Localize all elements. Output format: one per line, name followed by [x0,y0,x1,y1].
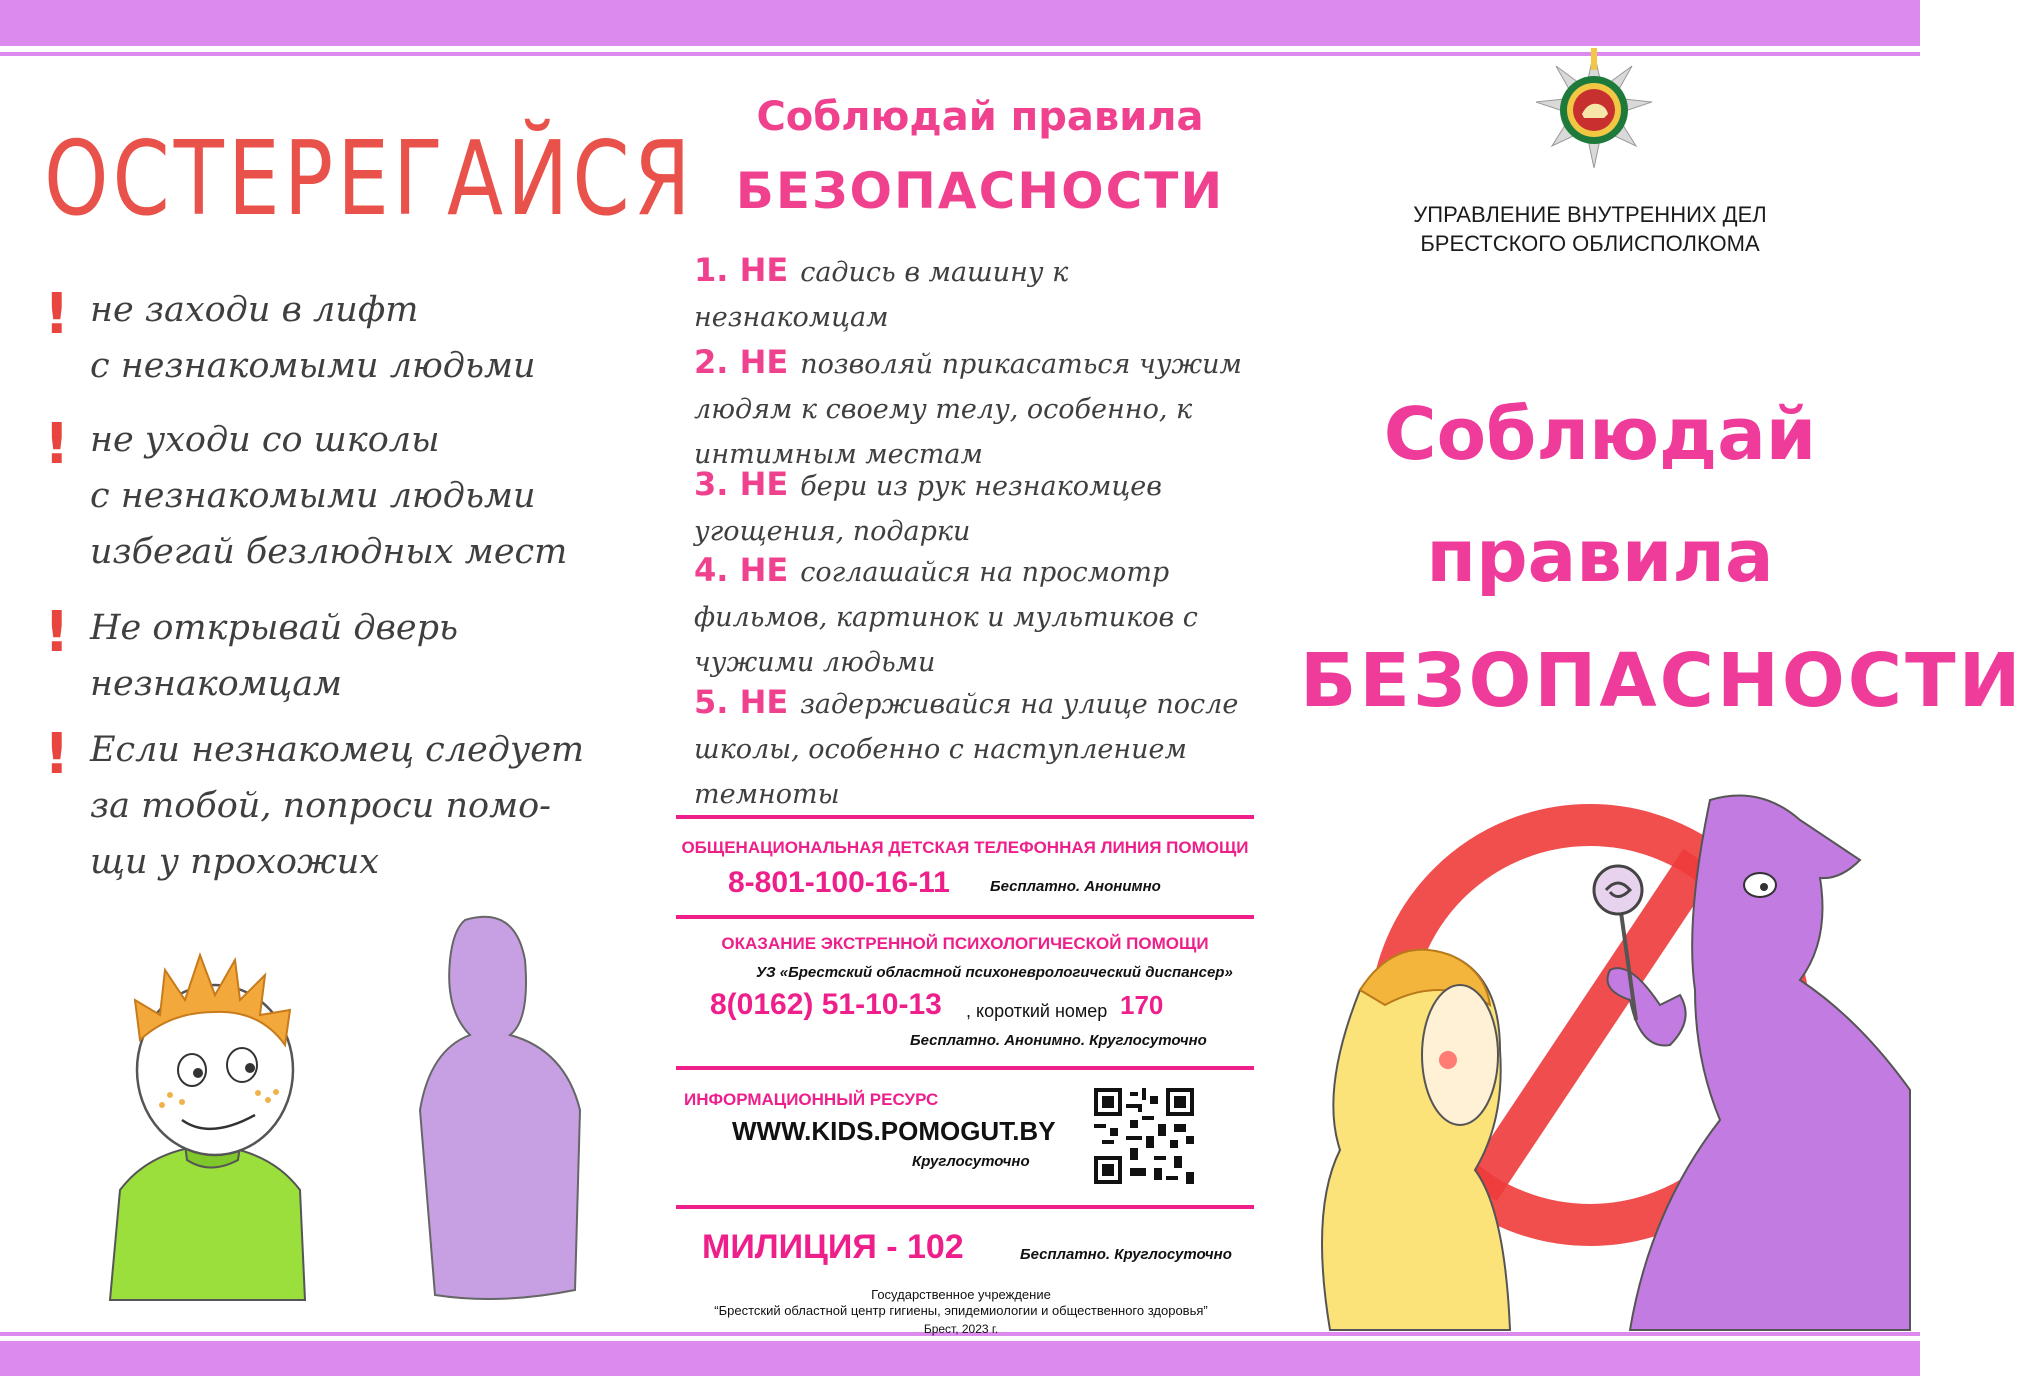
psych-note: Бесплатно. Анонимно. Круглосуточно [910,1032,1207,1049]
resource-note: Круглосуточно [912,1153,1030,1170]
rule-text: Если незнакомец следует за тобой, попроси помо- щи у прохожих [90,730,585,882]
list-item-text: бери из рук незнакомцев угощения, подарки [694,471,1162,547]
boy-illustration [90,930,330,1310]
rule-text: не заходи в лифт с незнакомыми людьми [90,290,536,386]
bottom-band [0,1341,1920,1376]
exclamation-icon: ! [44,722,70,787]
top-band [0,0,1920,46]
organization-line1: УПРАВЛЕНИЕ ВНУТРЕННИХ ДЕЛ [1413,202,1767,227]
prohibition-sign-illustration [1300,790,1920,1330]
list-item [694,548,1254,685]
list-item-text: задерживайся на улице после школы, особенно с наступлением темноты [694,689,1239,810]
list-item [694,680,1254,817]
middle-title-line2: БЕЗОПАСНОСТИ [735,162,1225,220]
rule-item [44,282,664,394]
rule-item [44,600,664,712]
list-item [694,248,1254,340]
resource-heading: ИНФОРМАЦИОННЫЙ РЕСУРС [684,1090,939,1109]
list-item-number: 1. НЕ [694,251,789,289]
hotline-heading: ОБЩЕНАЦИОНАЛЬНАЯ ДЕТСКАЯ ТЕЛЕФОННАЯ ЛИНИЯ ПОМОЩИ [681,838,1249,857]
warning-title: ОСТЕРЕГАЙСЯ [44,120,695,239]
divider [676,815,1254,819]
psych-org: УЗ «Брестский областной психоневрологический диспансер» [756,964,1233,981]
list-item-text: садись в машину к незнакомцам [694,257,1069,333]
list-item-text: позволяй прикасаться чужим людям к своему телу, особенно, к интимным местам [694,349,1242,470]
organization-name [1380,200,1800,258]
list-item-number: 5. НЕ [694,683,789,721]
rule-item [44,722,664,890]
right-title-line2: правила [1426,514,1774,598]
resource-url: WWW.KIDS.POMOGUT.BY [732,1116,1056,1146]
right-title-line1: Соблюдай [1383,392,1817,476]
police-emblem-logo [1532,48,1656,172]
list-item-number: 3. НЕ [694,465,789,503]
rule-item [44,412,664,580]
divider [676,1205,1254,1209]
exclamation-icon: ! [44,600,70,665]
police-note: Бесплатно. Круглосуточно [1020,1246,1232,1263]
psych-phone: 8(0162) 51-10-13 [710,988,942,1021]
police-label: МИЛИЦИЯ - 102 [702,1228,964,1266]
right-title-line3: БЕЗОПАСНОСТИ [1300,638,2024,724]
footer-line3: Брест, 2023 г. [923,1322,999,1336]
footer-line2: “Брестский областной центр гигиены, эпидемиологии и общественного здоровья” [714,1303,1208,1318]
list-item-number: 2. НЕ [694,343,789,381]
rule-text: Не открывай дверь незнакомцам [90,608,459,704]
rule-text: не уходи со школы с незнакомыми людьми избегай безлюдных мест [90,420,568,572]
hotline-phone: 8-801-100-16-11 [728,866,950,899]
qr-code-icon [1094,1088,1194,1184]
stranger-silhouette-illustration [390,910,620,1310]
list-item-text: соглашайся на просмотр фильмов, картинок и мультиков с чужими людьми [694,557,1198,678]
divider [676,1066,1254,1070]
list-item [694,340,1254,477]
psych-short-number: 170 [1120,990,1164,1020]
psych-short-label: , короткий номер [966,1001,1108,1021]
psych-heading: ОКАЗАНИЕ ЭКСТРЕННОЙ ПСИХОЛОГИЧЕСКОЙ ПОМОЩИ [721,934,1209,953]
middle-title-line1: Соблюдай правила [756,94,1204,140]
list-item [694,462,1254,554]
exclamation-icon: ! [44,282,70,347]
exclamation-icon: ! [44,412,70,477]
hotline-note: Бесплатно. Анонимно [990,878,1161,895]
footer-line1: Государственное учреждение [871,1287,1051,1302]
divider [676,915,1254,919]
organization-line2: БРЕСТСКОГО ОБЛИСПОЛКОМА [1420,231,1760,256]
list-item-number: 4. НЕ [694,551,789,589]
